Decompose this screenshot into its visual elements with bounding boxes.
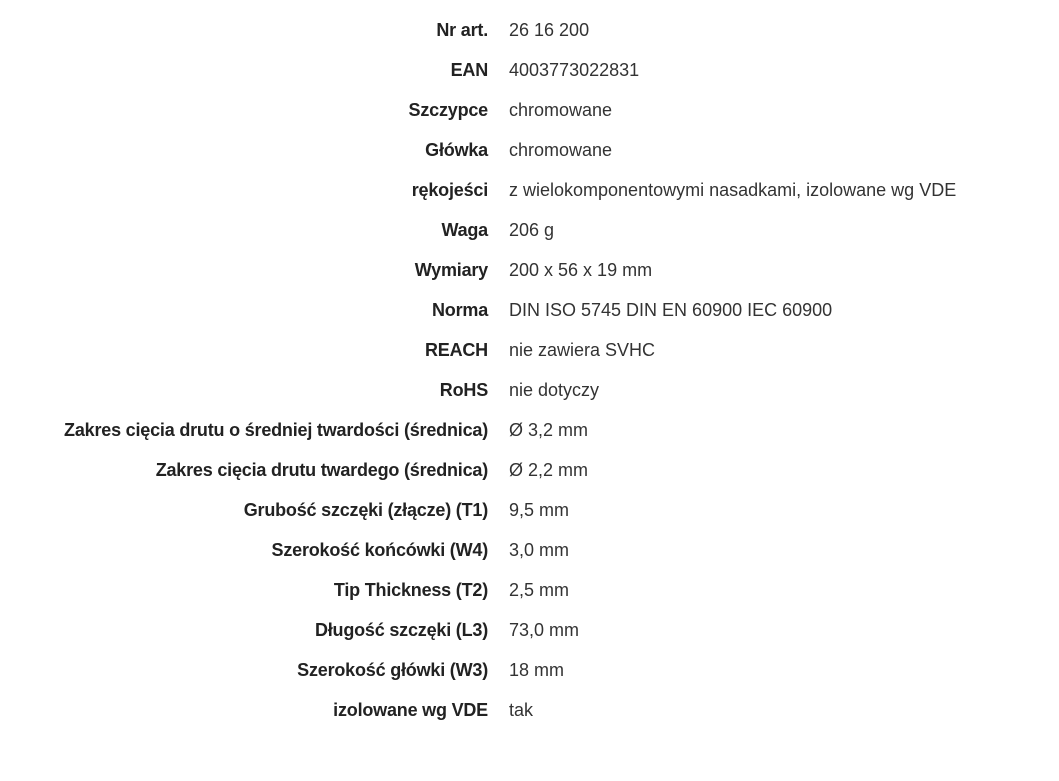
spec-label: RoHS xyxy=(439,379,488,400)
spec-row-standard xyxy=(0,290,1059,330)
spec-label: Tip Thickness (T2) xyxy=(333,579,488,600)
spec-value: 3,0 mm xyxy=(509,539,570,560)
spec-row-tip-width xyxy=(0,530,1059,570)
spec-label: izolowane wg VDE xyxy=(333,699,488,720)
spec-label: Norma xyxy=(431,299,488,320)
spec-value: nie dotyczy xyxy=(509,379,600,400)
spec-value: 18 mm xyxy=(509,659,565,680)
spec-label: Szerokość główki (W3) xyxy=(297,659,488,680)
spec-row-head-width xyxy=(0,650,1059,690)
spec-label: Nr art. xyxy=(436,19,488,40)
spec-row-tip-thickness xyxy=(0,570,1059,610)
spec-label: Główka xyxy=(425,139,488,160)
spec-value: nie zawiera SVHC xyxy=(509,339,656,360)
spec-label: Szerokość końcówki (W4) xyxy=(271,539,488,560)
spec-value: 26 16 200 xyxy=(509,19,590,40)
spec-value: 2,5 mm xyxy=(509,579,570,600)
spec-value: 73,0 mm xyxy=(509,619,580,640)
specification-table xyxy=(0,10,1059,730)
spec-value: DIN ISO 5745 DIN EN 60900 IEC 60900 xyxy=(509,299,833,320)
spec-value: chromowane xyxy=(509,99,613,120)
spec-value: Ø 3,2 mm xyxy=(509,419,589,440)
spec-row-vde-insulated xyxy=(0,690,1059,730)
spec-value: 206 g xyxy=(509,219,555,240)
spec-label: EAN xyxy=(450,59,488,80)
spec-label: rękojeści xyxy=(411,179,488,200)
spec-row-dimensions xyxy=(0,250,1059,290)
spec-label: Zakres cięcia drutu twardego (średnica) xyxy=(155,459,488,480)
spec-row-ean xyxy=(0,50,1059,90)
spec-row-cutting-medium-wire xyxy=(0,410,1059,450)
spec-value: tak xyxy=(509,699,534,720)
spec-row-weight xyxy=(0,210,1059,250)
spec-label: Zakres cięcia drutu o średniej twardości (średnica) xyxy=(64,419,488,440)
spec-row-rohs xyxy=(0,370,1059,410)
spec-label: Waga xyxy=(441,219,488,240)
spec-value: chromowane xyxy=(509,139,613,160)
spec-value: 9,5 mm xyxy=(509,499,570,520)
spec-label: REACH xyxy=(424,339,488,360)
spec-row-handles xyxy=(0,170,1059,210)
spec-value: 4003773022831 xyxy=(509,59,640,80)
spec-value: z wielokomponentowymi nasadkami, izolowane wg VDE xyxy=(509,179,957,200)
spec-label: Grubość szczęki (złącze) (T1) xyxy=(243,499,488,520)
spec-label: Szczypce xyxy=(408,99,488,120)
spec-row-head xyxy=(0,130,1059,170)
spec-row-jaw-length xyxy=(0,610,1059,650)
spec-row-article-number xyxy=(0,10,1059,50)
spec-label: Wymiary xyxy=(414,259,488,280)
spec-row-pliers xyxy=(0,90,1059,130)
spec-row-jaw-thickness xyxy=(0,490,1059,530)
spec-label: Długość szczęki (L3) xyxy=(314,619,488,640)
spec-value: Ø 2,2 mm xyxy=(509,459,589,480)
spec-row-reach xyxy=(0,330,1059,370)
spec-row-cutting-hard-wire xyxy=(0,450,1059,490)
spec-value: 200 x 56 x 19 mm xyxy=(509,259,653,280)
